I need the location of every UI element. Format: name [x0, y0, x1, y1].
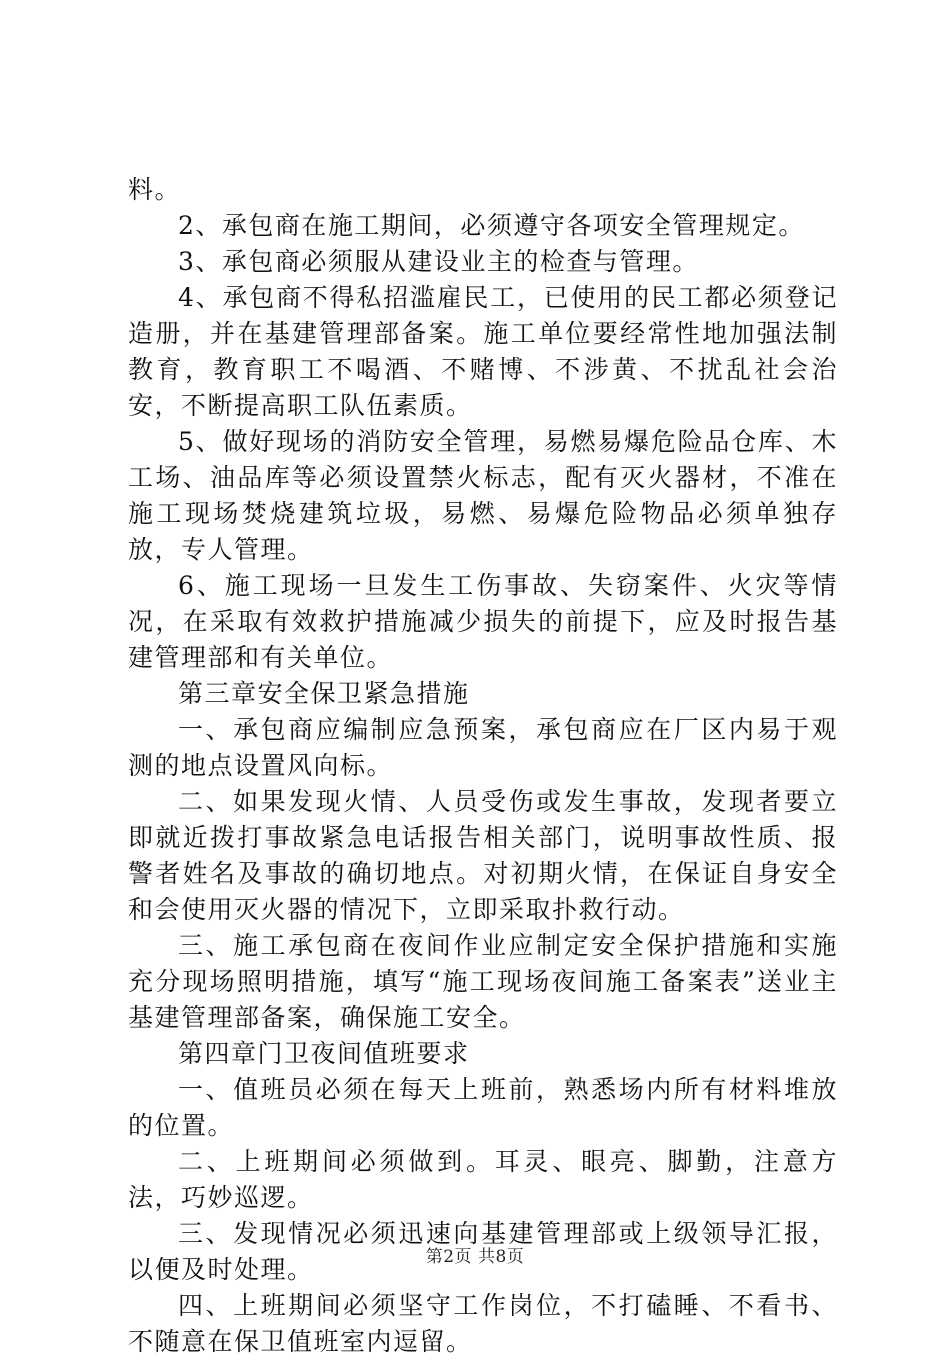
document-body — [128, 172, 838, 1360]
chapter-4-heading: 第四章门卫夜间值班要求 — [178, 1039, 470, 1068]
page-number-footer: 第2页 共8页 — [425, 1247, 525, 1267]
paragraph-chapter3-item-2: 二、如果发现火情、人员受伤或发生事故，发现者要立即就近拨打事故紧急电话报告相关部门，说明事故性质、报警者姓名及事故的确切地点。对初期火情，在保证自身安全和会使用灭火器的情况下，立即采取扑救行动。 — [128, 787, 838, 924]
paragraph-item-2: 2、承包商在施工期间，必须遵守各项安全管理规定。 — [178, 211, 805, 240]
paragraph-continuation: 料。 — [128, 175, 182, 204]
paragraph-item-6: 6、施工现场一旦发生工伤事故、失窃案件、火灾等情况，在采取有效救护措施减少损失的前提下，应及时报告基建管理部和有关单位。 — [128, 571, 838, 672]
paragraph-chapter3-item-1: 一、承包商应编制应急预案，承包商应在厂区内易于观测的地点设置风向标。 — [128, 715, 838, 780]
paragraph-chapter4-item-3: 三、发现情况必须迅速向基建管理部或上级领导汇报，以便及时处理。 — [128, 1219, 838, 1284]
paragraph-item-4: 4、承包商不得私招滥雇民工，已使用的民工都必须登记造册，并在基建管理部备案。施工单位要经常性地加强法制教育，教育职工不喝酒、不赌博、不涉黄、不扰乱社会治安，不断提高职工队伍素质。 — [128, 283, 838, 420]
paragraph-chapter4-item-1: 一、值班员必须在每天上班前，熟悉场内所有材料堆放的位置。 — [128, 1075, 838, 1140]
paragraph-item-5: 5、做好现场的消防安全管理，易燃易爆危险品仓库、木工场、油品库等必须设置禁火标志，配有灭火器材，不准在施工现场焚烧建筑垃圾，易燃、易爆危险物品必须单独存放，专人管理。 — [128, 427, 838, 564]
paragraph-item-3: 3、承包商必须服从建设业主的检查与管理。 — [178, 247, 699, 276]
paragraph-chapter3-item-3: 三、施工承包商在夜间作业应制定安全保护措施和实施充分现场照明措施，填写“施工现场夜间施工备案表”送业主基建管理部备案，确保施工安全。 — [128, 931, 838, 1032]
paragraph-chapter4-item-2: 二、上班期间必须做到。耳灵、眼亮、脚勤，注意方法，巧妙巡逻。 — [128, 1147, 838, 1212]
paragraph-chapter4-item-4: 四、上班期间必须坚守工作岗位，不打磕睡、不看书、不随意在保卫值班室内逗留。 — [128, 1291, 838, 1356]
chapter-3-heading: 第三章安全保卫紧急措施 — [178, 679, 470, 708]
